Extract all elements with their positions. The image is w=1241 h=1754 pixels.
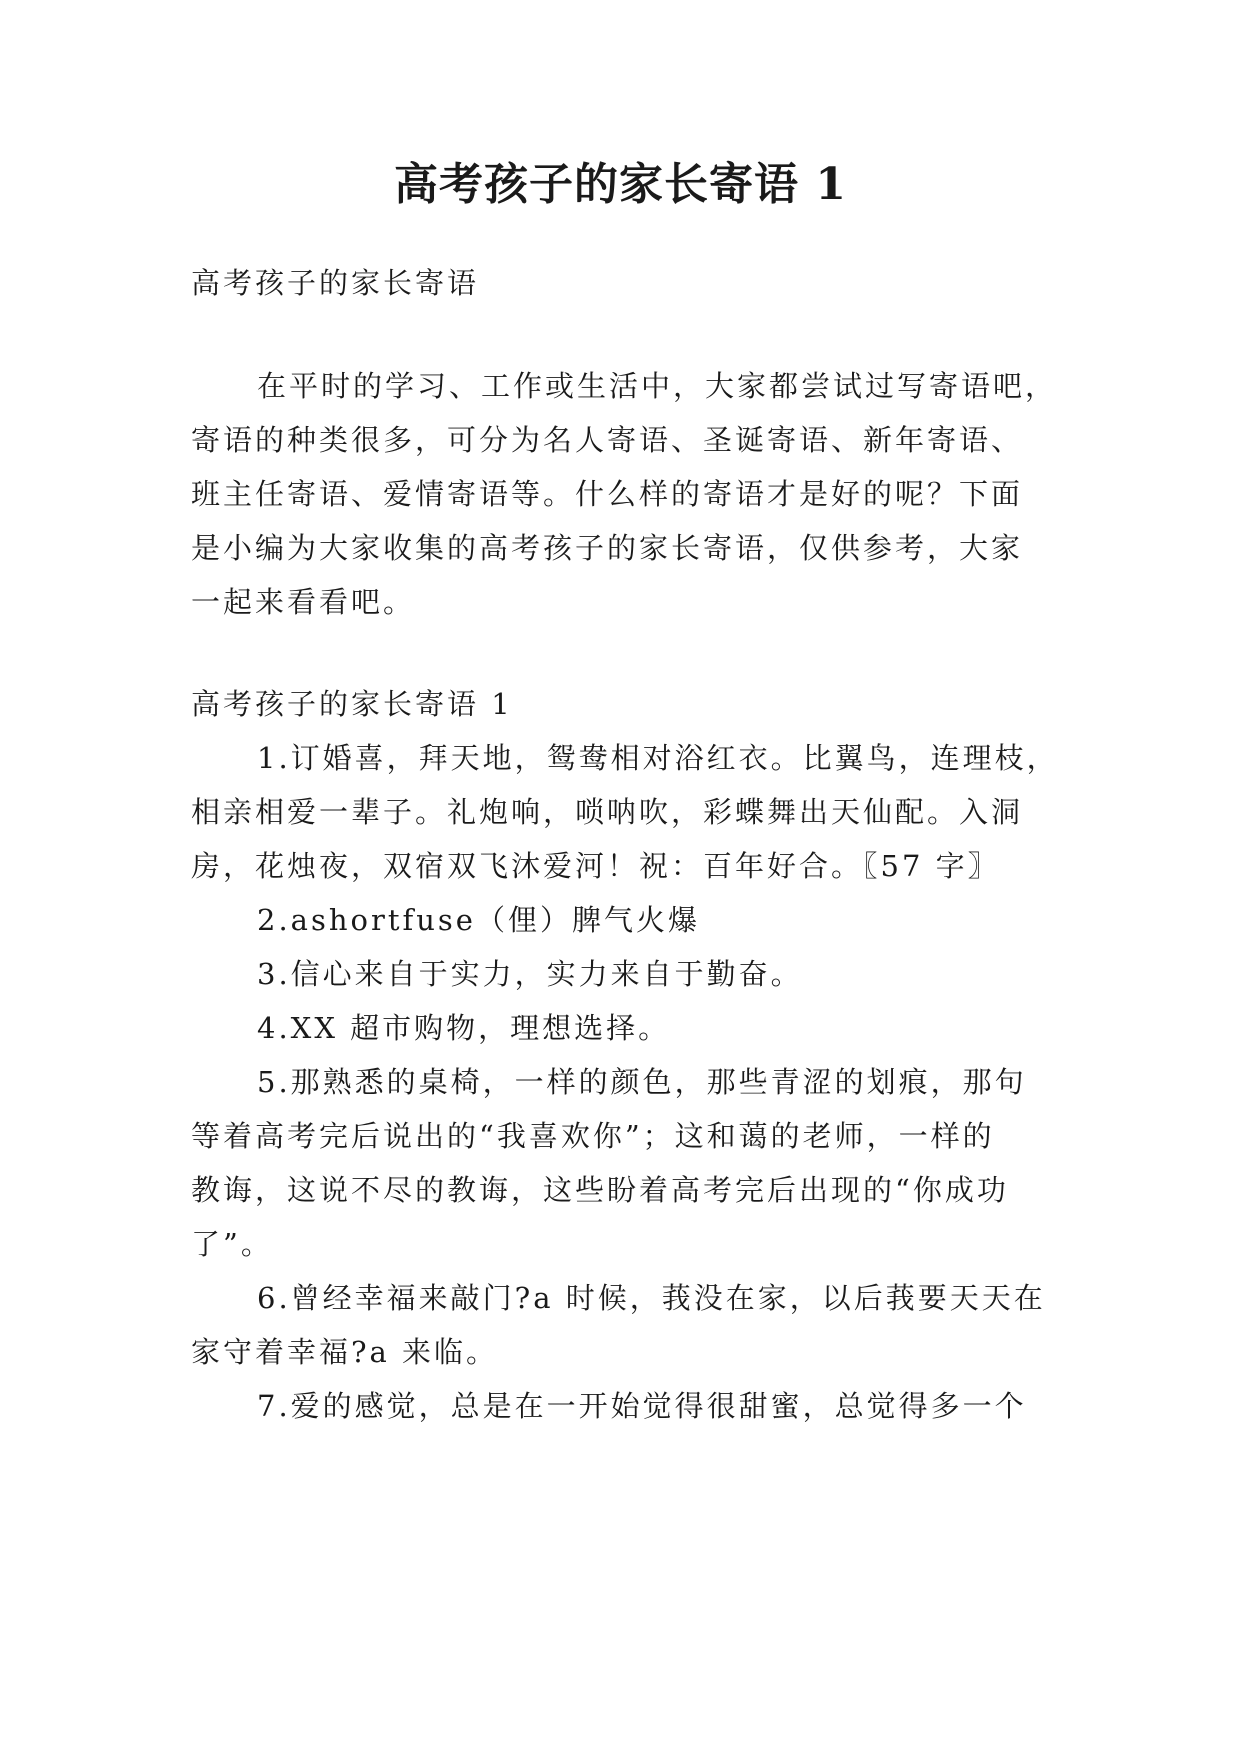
item-line: 7.爱的感觉，总是在一开始觉得很甜蜜，总觉得多一个 <box>257 1389 1027 1423</box>
intro-line: 班主任寄语、爱情寄语等。什么样的寄语才是好的呢？下面 <box>191 477 1024 511</box>
document-subtitle: 高考孩子的家长寄语 <box>191 266 480 300</box>
item-line: 了”。 <box>191 1227 273 1261</box>
item-line: 等着高考完后说出的“我喜欢你”；这和蔼的老师，一样的 <box>191 1119 995 1153</box>
item-line: 教诲，这说不尽的教诲，这些盼着高考完后出现的“你成功 <box>191 1173 1009 1207</box>
item-line: 3.信心来自于实力，实力来自于勤奋。 <box>257 957 803 991</box>
item-line: 房，花烛夜，双宿双飞沐爱河！祝：百年好合。〖57 字〗 <box>191 849 1000 883</box>
item-line: 家守着幸福?a 来临。 <box>191 1335 499 1369</box>
item-line: 5.那熟悉的桌椅，一样的颜色，那些青涩的划痕，那句 <box>257 1065 1027 1099</box>
document-title: 高考孩子的家长寄语 1 <box>394 159 847 210</box>
item-line: 2.ashortfuse（俚）脾气火爆 <box>257 903 700 937</box>
item-line: 6.曾经幸福来敲门?a 时候，莪没在家，以后莪要天天在 <box>257 1281 1046 1315</box>
section-heading: 高考孩子的家长寄语 1 <box>191 687 513 721</box>
intro-line: 一起来看看吧。 <box>191 585 416 619</box>
intro-line: 寄语的种类很多，可分为名人寄语、圣诞寄语、新年寄语、 <box>191 423 1024 457</box>
intro-line: 在平时的学习、工作或生活中，大家都尝试过写寄语吧， <box>257 369 1058 403</box>
intro-line: 是小编为大家收集的高考孩子的家长寄语，仅供参考，大家 <box>191 531 1024 565</box>
item-line: 相亲相爱一辈子。礼炮响，唢呐吹，彩蝶舞出天仙配。入洞 <box>191 795 1024 829</box>
item-line: 1.订婚喜，拜天地，鸳鸯相对浴红衣。比翼鸟，连理枝， <box>257 741 1059 775</box>
item-line: 4.XX 超市购物，理想选择。 <box>257 1011 671 1045</box>
